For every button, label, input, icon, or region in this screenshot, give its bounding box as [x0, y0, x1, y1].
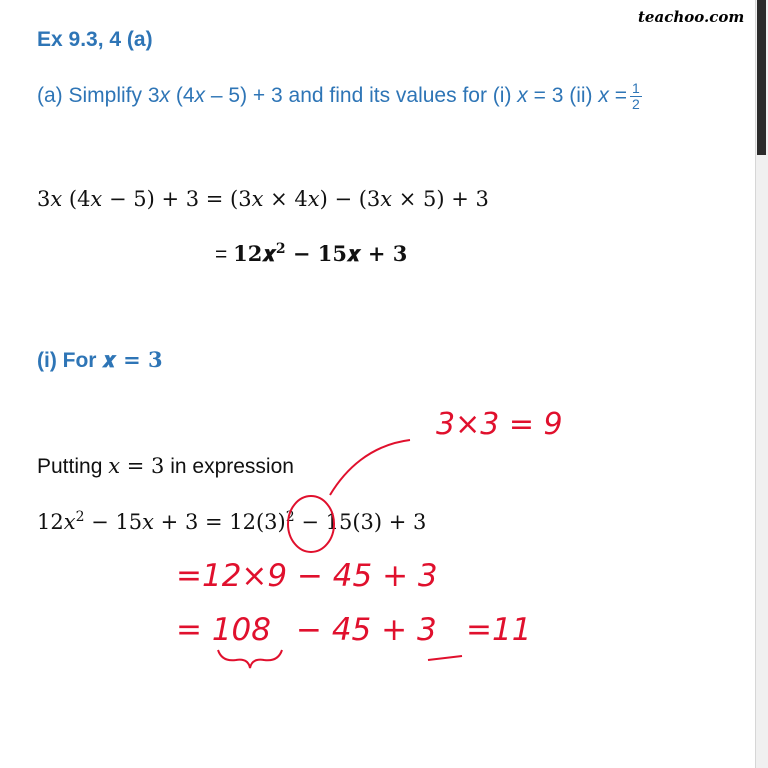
problem-text: (4	[170, 84, 195, 108]
substitution-end: − 15(3) + 3	[294, 510, 427, 534]
subpart-math: 𝒙 = 𝟑	[102, 347, 163, 372]
underbrace-mark	[218, 650, 282, 668]
handwritten-step: − 45 + 3	[296, 612, 437, 648]
substitution-middle: − 15𝑥 + 3 = 12(3)	[84, 510, 286, 534]
putting-math: 𝑥 = 3	[108, 454, 165, 478]
putting-prefix: Putting	[37, 455, 109, 478]
problem-var: x	[194, 84, 206, 108]
simplified-result	[215, 241, 407, 267]
substitution-term: 12𝑥	[37, 510, 76, 534]
teachoo-logo: teachoo.com	[638, 8, 745, 26]
result-term: 12𝒙	[233, 241, 276, 266]
fraction-numerator: 1	[632, 80, 640, 96]
putting-line	[37, 454, 294, 479]
scrollbar-thumb[interactable]	[757, 0, 766, 155]
problem-statement	[37, 81, 642, 112]
problem-text: (a) Simplify 3	[37, 84, 160, 108]
handwritten-note: 3×3 = 9	[436, 407, 563, 442]
annotation-arrow	[330, 440, 410, 495]
substitution-exponent: 2	[75, 509, 85, 525]
equals-sign: =	[215, 243, 234, 266]
fraction-one-half	[630, 81, 642, 112]
handwritten-step: =12×9 − 45 + 3	[176, 558, 438, 594]
problem-text: =	[608, 84, 627, 108]
substitution-line	[37, 509, 426, 534]
putting-suffix: in expression	[164, 455, 294, 478]
problem-text: – 5) + 3 and find its values for (i)	[205, 84, 518, 108]
substitution-exponent: 2	[285, 509, 295, 525]
handwritten-step: =11	[466, 612, 532, 648]
problem-var: x	[517, 84, 528, 108]
problem-text: = 3 (ii)	[527, 84, 599, 108]
expansion-line: 3𝑥 (4𝑥 − 5) + 3 = (3𝑥 × 4𝑥) − (3𝑥 × 5) + 3	[37, 187, 489, 211]
fraction-denominator: 2	[632, 96, 640, 112]
subpart-label: (i) For	[37, 349, 103, 372]
problem-var: x	[159, 84, 171, 108]
subpart-heading	[37, 347, 163, 373]
handwritten-step: = 108	[176, 612, 271, 648]
exercise-title: Ex 9.3, 4 (a)	[37, 28, 153, 51]
result-rest: − 15𝒙 + 3	[285, 241, 408, 266]
underline-mark	[428, 656, 462, 660]
problem-var: x	[598, 84, 609, 108]
result-exponent: 2	[275, 241, 286, 257]
